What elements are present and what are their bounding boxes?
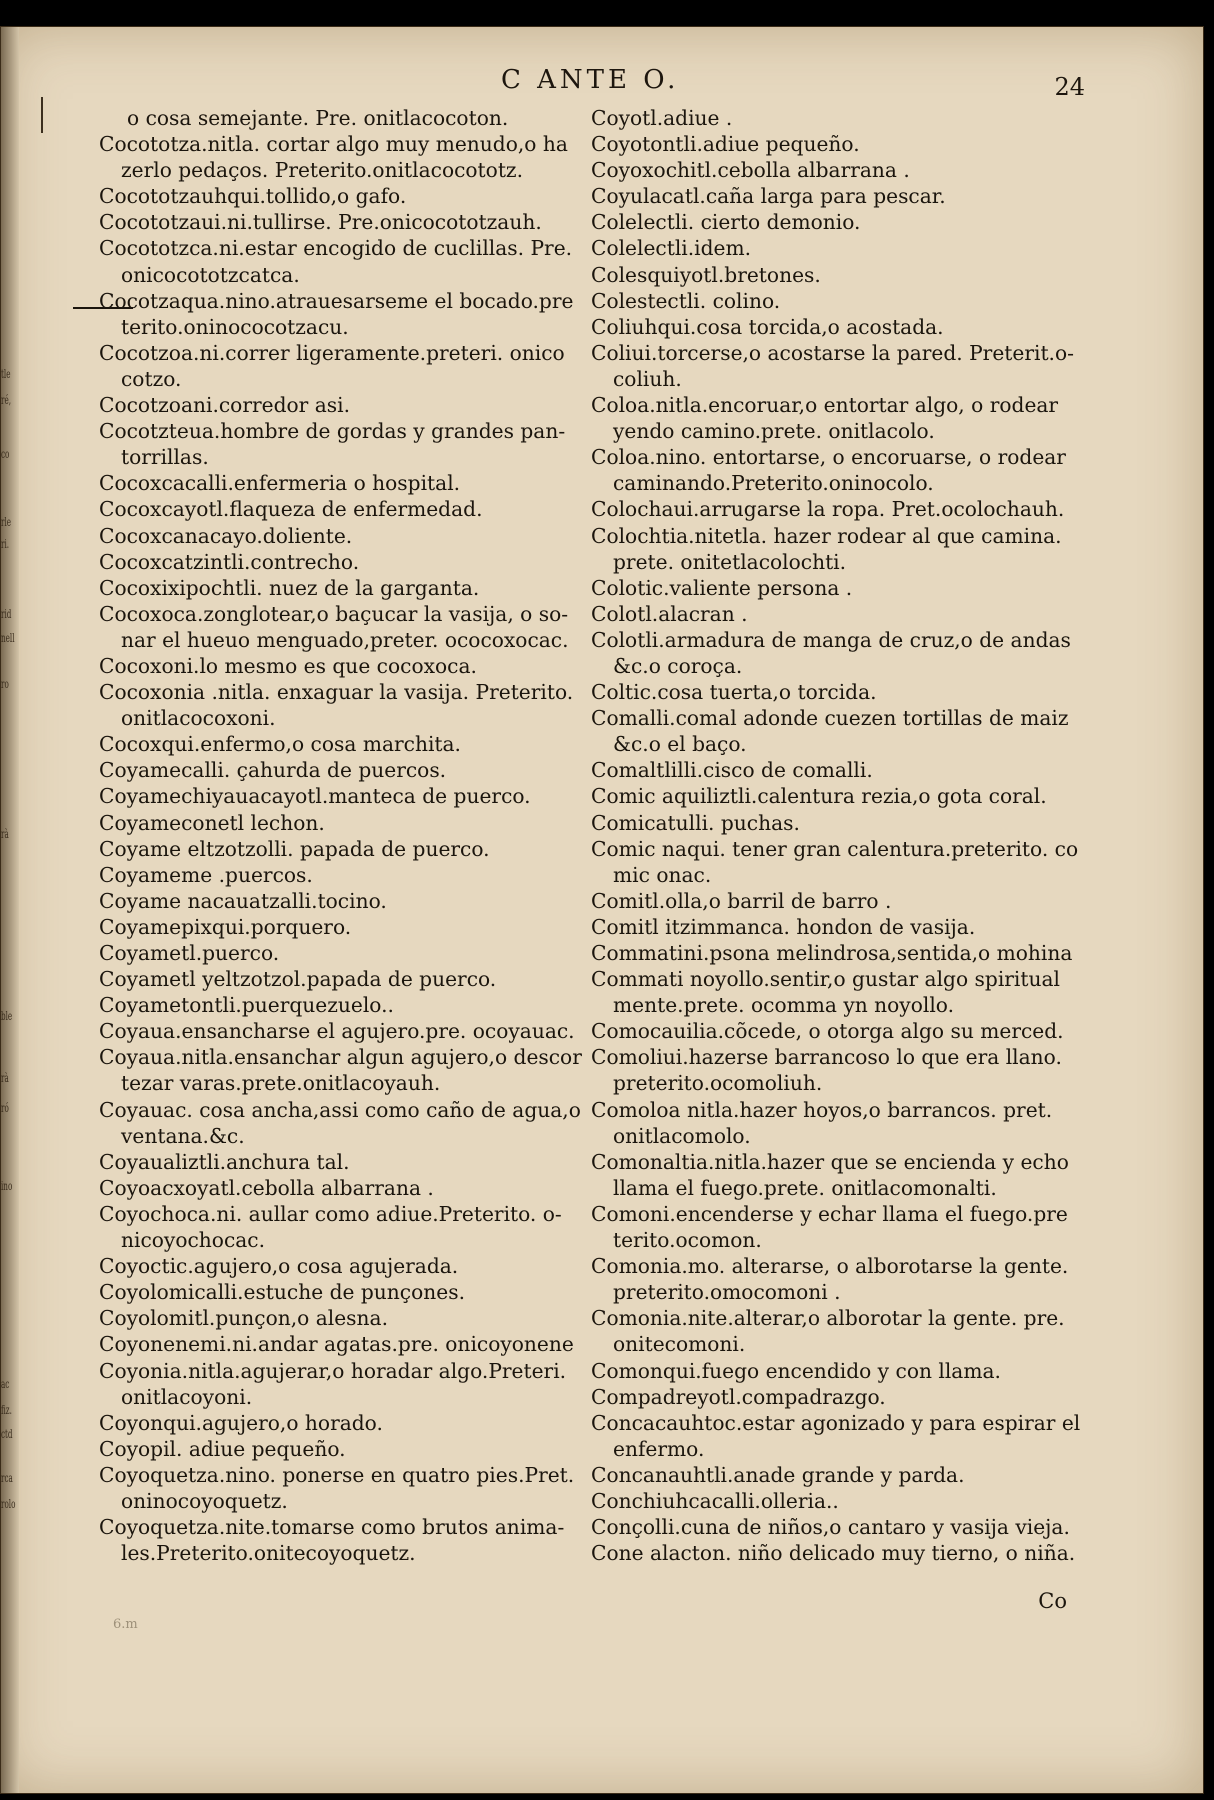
dictionary-entry-line: Coyamechiyauacayotl.manteca de puerco.	[99, 784, 531, 809]
right-column	[591, 105, 1091, 1566]
pencil-mark: 6.m	[113, 1617, 138, 1632]
dictionary-entry-line: Conchiuhcacalli.olleria..	[591, 1488, 839, 1513]
dictionary-entry-line: Colotic.valiente persona .	[591, 575, 853, 600]
margin-note-fragment: ro	[1, 677, 9, 691]
dictionary-entry-line: Comitl itzimmanca. hondon de vasija.	[591, 914, 976, 939]
page-number: 24	[1054, 73, 1085, 101]
entry-continuation-line: nar el hueuo menguado,preter. ococoxocac.	[121, 627, 569, 652]
dictionary-entry-line: Coloa.nino. entortarse, o encoruarse, o rodear	[591, 445, 1066, 470]
dictionary-entry-line: Coltic.cosa tuerta,o torcida.	[591, 680, 877, 705]
dictionary-entry-line: Colelectli. cierto demonio.	[591, 210, 861, 235]
dictionary-entry-line: Cocoxoni.lo mesmo es que cocoxoca.	[99, 653, 477, 678]
entry-continuation-line: onitecomoni.	[613, 1332, 746, 1357]
dictionary-entry-line: Cocototza.nitla. cortar algo muy menudo,o ha	[99, 132, 568, 157]
dictionary-entry-line: Comocauilia.cõcede, o otorga algo su merced.	[591, 1019, 1064, 1044]
dictionary-entry-line: Coyoacxoyatl.cebolla albarrana .	[99, 1175, 434, 1200]
dictionary-entry-line: Colochtia.nitetla. hazer rodear al que camina.	[591, 523, 1062, 548]
entry-continuation-line: mic onac.	[613, 862, 712, 887]
entry-continuation-line: terito.oninococotzacu.	[121, 314, 349, 339]
entry-continuation-line: &c.o coroça.	[613, 653, 743, 678]
dictionary-entry-line: Concacauhtoc.estar agonizado y para espirar el	[591, 1410, 1081, 1435]
dictionary-entry-line: Cocotzoani.corredor asi.	[99, 393, 350, 418]
dictionary-entry-line: Cocoxixipochtli. nuez de la garganta.	[99, 575, 480, 600]
entry-continuation-line: llama el fuego.prete. onitlacomonalti.	[613, 1175, 997, 1200]
dictionary-entry-line: Coyoctic.agujero,o cosa agujerada.	[99, 1254, 459, 1279]
dictionary-entry-line: Comonia.nite.alterar,o alborotar la gente. pre.	[591, 1306, 1065, 1331]
dictionary-entry-line: Cocototzaui.ni.tullirse. Pre.onicocototzauh.	[99, 210, 542, 235]
dictionary-entry-line: Coyaua.ensancharse el agujero.pre. ocoyauac.	[99, 1019, 575, 1044]
dictionary-entry-line: Compadreyotl.compadrazgo.	[591, 1384, 886, 1409]
margin-note-fragment: ctd	[1, 1427, 13, 1441]
margin-note-fragment: co	[1, 447, 10, 461]
running-header: C ANTE O.	[501, 65, 680, 95]
dictionary-entry-line: Comicatulli. puchas.	[591, 810, 800, 835]
dictionary-entry-line: Cocoxqui.enfermo,o cosa marchita.	[99, 732, 461, 757]
entry-continuation-line: yendo camino.prete. onitlacolo.	[613, 419, 935, 444]
dictionary-entry-line: Cocoxcatzintli.contrecho.	[99, 549, 360, 574]
dictionary-entry-line: Coyame eltzotzolli. papada de puerco.	[99, 836, 490, 861]
left-column	[99, 105, 589, 1566]
entry-continuation-line: les.Preterito.onitecoyoquetz.	[121, 1541, 416, 1566]
dictionary-entry-line: Coyame nacauatzalli.tocino.	[99, 888, 387, 913]
margin-note-fragment: rca	[1, 1471, 13, 1485]
entry-continuation-line: enfermo.	[613, 1436, 705, 1461]
dictionary-entry-line: Coyotl.adiue .	[591, 106, 733, 130]
dictionary-entry-line: Comitl.olla,o barril de barro .	[591, 888, 892, 913]
margin-note-fragment: rà	[1, 827, 9, 841]
catchword: Co	[1038, 1589, 1067, 1613]
dictionary-entry-line: Colochaui.arrugarse la ropa. Pret.ocolochauh.	[591, 497, 1065, 522]
dictionary-entry-line: Coyonia.nitla.agujerar,o horadar algo.Preteri.	[99, 1358, 567, 1383]
margin-note-fragment: ró	[1, 1101, 9, 1115]
dictionary-entry-line: Cocototzauhqui.tollido,o gafo.	[99, 184, 407, 209]
dictionary-entry-line: Coyolomicalli.estuche de punçones.	[99, 1280, 465, 1305]
dictionary-entry-line: Coyamepixqui.porquero.	[99, 914, 352, 939]
entry-continuation-line: preterito.ocomoliuh.	[613, 1071, 823, 1096]
dictionary-entry-line: Comic aquiliztli.calentura rezia,o gota coral.	[591, 784, 1047, 809]
dictionary-entry-line: Comoloa nitla.hazer hoyos,o barrancos. pret.	[591, 1097, 1053, 1122]
entry-continuation-line: onicocototzcatca.	[121, 262, 300, 287]
dictionary-entry-line: Comonaltia.nitla.hazer que se encienda y echo	[591, 1149, 1069, 1174]
dictionary-entry-line: Coliuhqui.cosa torcida,o acostada.	[591, 314, 944, 339]
dictionary-entry-line: Conçolli.cuna de niños,o cantaro y vasija vieja.	[591, 1515, 1070, 1540]
entry-continuation-line: mente.prete. ocomma yn noyollo.	[613, 993, 954, 1018]
entry-continuation-line: prete. onitetlacolochti.	[613, 549, 847, 574]
dictionary-entry-line: Coyochoca.ni. aullar como adiue.Preterito. o-	[99, 1201, 562, 1226]
entry-continuation-line: onitlacocoxoni.	[121, 706, 276, 731]
dictionary-entry-line: Commatini.psona melindrosa,sentida,o mohina	[591, 941, 1073, 965]
dictionary-entry-line: Coyotontli.adiue pequeño.	[591, 132, 860, 157]
margin-note-fragment: ino	[1, 1179, 13, 1193]
entry-continuation-line: terito.ocomon.	[613, 1228, 762, 1253]
entry-continuation-line: tezar varas.prete.onitlacoyauh.	[121, 1071, 441, 1096]
dictionary-entry-line: Coyaua.nitla.ensanchar algun agujero,o descor	[99, 1045, 582, 1070]
entry-continuation-line: oninocoyoquetz.	[121, 1488, 288, 1513]
dictionary-entry-line: Concanauhtli.anade grande y parda.	[591, 1462, 965, 1487]
entry-continuation-line: nicoyochocac.	[121, 1228, 266, 1253]
dictionary-entry-line: Coyaualiztli.anchura tal.	[99, 1149, 350, 1174]
dictionary-entry-line: Cocotzoa.ni.correr ligeramente.preteri. onico	[99, 340, 565, 365]
dictionary-entry-line: Cocototzca.ni.estar encogido de cuclillas. Pre.	[99, 236, 573, 261]
dictionary-entry-line: Comoliui.hazerse barrancoso lo que era llano.	[591, 1045, 1062, 1070]
dictionary-entry-line: Coyametl.puerco.	[99, 941, 280, 965]
dictionary-entry-line: Cocoxoca.zonglotear,o baçucar la vasija, o so-	[99, 601, 569, 626]
dictionary-entry-line: Coyonqui.agujero,o horado.	[99, 1410, 383, 1435]
margin-note-fragment: tle	[1, 367, 11, 381]
entry-continuation-line: torrillas.	[121, 445, 209, 470]
margin-note-fragment: ble	[1, 1009, 13, 1023]
dictionary-entry-line: Coyauac. cosa ancha,assi como caño de agua,o	[99, 1097, 581, 1122]
dictionary-entry-line: Cone alacton. niño delicado muy tierno, o niña.	[591, 1541, 1076, 1566]
dictionary-entry-line: Colotl.alacran .	[591, 601, 748, 626]
margin-note-fragment: rid	[1, 607, 12, 621]
dictionary-entry-line: Coyameconetl lechon.	[99, 810, 325, 835]
margin-note-fragment: rolo	[1, 1497, 16, 1511]
dictionary-entry-line: Coyonenemi.ni.andar agatas.pre. onicoyonene	[99, 1332, 574, 1357]
dictionary-entry-line: Coliui.torcerse,o acostarse la pared. Preterit.o-	[591, 340, 1074, 365]
entry-continuation-line: zerlo pedaços. Preterito.onitlacocototz.	[121, 158, 523, 183]
dictionary-entry-line: Colotli.armadura de manga de cruz,o de andas	[591, 627, 1071, 652]
dictionary-entry-line: Colesquiyotl.bretones.	[591, 262, 821, 287]
dictionary-entry-line: Colestectli. colino.	[591, 288, 781, 313]
dictionary-entry-line: Coyolomitl.punçon,o alesna.	[99, 1306, 388, 1331]
dictionary-entry-line: Coyameme .puercos.	[99, 862, 313, 887]
dictionary-entry-line: Cocotzteua.hombre de gordas y grandes pan-	[99, 419, 566, 444]
dictionary-entry-line: Comic naqui. tener gran calentura.preterito. co	[591, 836, 1079, 861]
dictionary-entry-line: Coyoxochitl.cebolla albarrana .	[591, 158, 910, 183]
dictionary-entry-line: Coyopil. adiue pequeño.	[99, 1436, 346, 1461]
entry-continuation-line: caminando.Preterito.oninocolo.	[613, 471, 934, 496]
dictionary-entry-line: Coyamecalli. çahurda de puercos.	[99, 758, 447, 783]
dictionary-entry-line: Coloa.nitla.encoruar,o entortar algo, o rodear	[591, 393, 1059, 418]
dictionary-entry-line: Commati noyollo.sentir,o gustar algo spiritual	[591, 967, 1060, 992]
entry-continuation-line: &c.o el baço.	[613, 732, 747, 757]
entry-continuation-line: preterito.omocomoni .	[613, 1280, 841, 1305]
dictionary-entry-line: Coyoquetza.nite.tomarse como brutos anima-	[99, 1515, 565, 1540]
dictionary-entry-line: Comalli.comal adonde cuezen tortillas de maiz	[591, 706, 1069, 731]
dictionary-entry-line: Cocoxonia .nitla. enxaguar la vasija. Preterito.	[99, 680, 574, 705]
entry-continuation-line: cotzo.	[121, 366, 182, 391]
margin-note-fragment: rle	[1, 515, 12, 529]
dictionary-entry-line: Comonia.mo. alterarse, o alborotarse la gente.	[591, 1254, 1069, 1279]
entry-continuation-line: onitlacoyoni.	[121, 1384, 253, 1409]
dictionary-entry-line: Coyoquetza.nino. ponerse en quatro pies.Pret.	[99, 1462, 575, 1487]
entry-continuation-line: coliuh.	[613, 366, 682, 391]
margin-note-fragment: ac	[1, 1377, 10, 1391]
dictionary-entry-line: Comoni.encenderse y echar llama el fuego.pre	[591, 1201, 1068, 1226]
dictionary-entry-line: Cocoxcayotl.flaqueza de enfermedad.	[99, 497, 483, 522]
gutter-edge	[1, 27, 19, 1793]
margin-note-fragment: rà	[1, 1071, 9, 1085]
dictionary-entry-line: Cocoxcanacayo.doliente.	[99, 523, 353, 548]
entry-continuation-line: onitlacomolo.	[613, 1123, 751, 1148]
margin-note-fragment: fiz.	[1, 1403, 12, 1417]
dictionary-entry-line: Coyulacatl.caña larga para pescar.	[591, 184, 946, 209]
margin-note-fragment: ré,	[1, 393, 11, 407]
entry-continuation-line: ventana.&c.	[121, 1123, 245, 1148]
dictionary-entry-line: Comonqui.fuego encendido y con llama.	[591, 1358, 1001, 1383]
dictionary-entry-line: Colelectli.idem.	[591, 236, 752, 261]
dictionary-entry-line: Coyametl yeltzotzol.papada de puerco.	[99, 967, 497, 992]
dictionary-entry-line: Coyametontli.puerquezuelo..	[99, 993, 394, 1018]
book-page	[0, 26, 1204, 1794]
margin-mark	[41, 97, 43, 133]
dictionary-entry-line: Comaltlilli.cisco de comalli.	[591, 758, 873, 783]
dictionary-entry-line: Cocoxcacalli.enfermeria o hospital.	[99, 471, 461, 496]
dictionary-entry-line: o cosa semejante. Pre. onitlacocoton.	[127, 106, 509, 130]
margin-note-fragment: ri.	[1, 537, 10, 551]
dictionary-entry-line: Cocotzaqua.nino.atrauesarseme el bocado.pre	[99, 288, 574, 313]
margin-note-fragment: nell	[1, 631, 15, 645]
